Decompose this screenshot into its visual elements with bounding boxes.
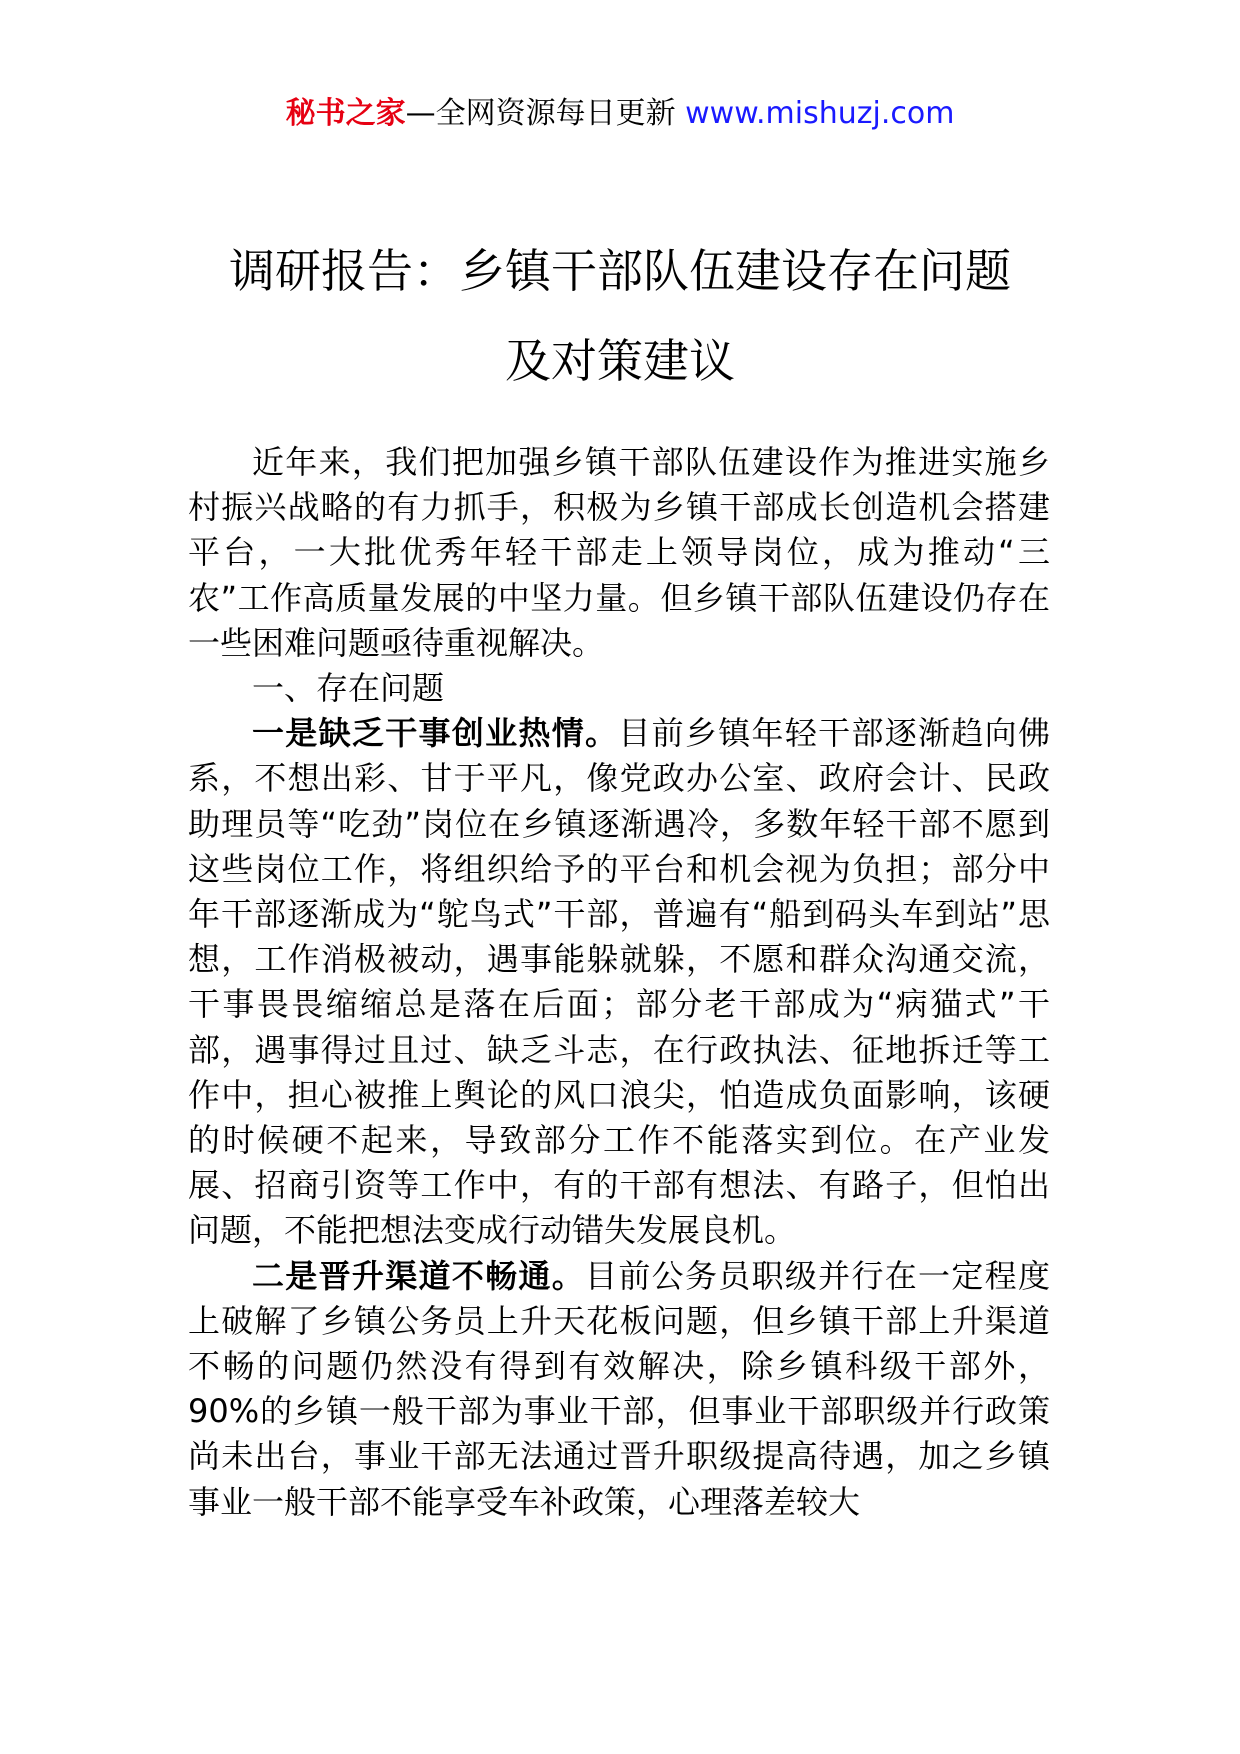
intro-paragraph: 近年来，我们把加强乡镇干部队伍建设作为推进实施乡村振兴战略的有力抓手，积极为乡镇干部成长创造机会搭建平台，一大批优秀年轻干部走上领导岗位，成为推动“三农”工作高质量发展的中坚力量。但乡镇干部队伍建设仍存在一些困难问题亟待重视解决。 [188, 443, 1050, 662]
problem-paragraph-2 [188, 1254, 1050, 1525]
problem-1-text: 目前乡镇年轻干部逐渐趋向佛系，不想出彩、甘于平凡，像党政办公室、政府会计、民政助理员等“吃劲”岗位在乡镇逐渐遇冷，多数年轻干部不愿到这些岗位工作，将组织给予的平台和机会视为负担；部分中年干部逐渐成为“鸵鸟式”干部，普遍有“船到码头车到站”思想，工作消极被动，遇事能躲就躲，不愿和群众沟通交流，干事畏畏缩缩总是落在后面；部分老干部成为“病猫式”干部，遇事得过且过、缺乏斗志，在行政执法、征地拆迁等工作中，担心被推上舆论的风口浪尖，怕造成负面影响，该硬的时候硬不起来，导致部分工作不能落实到位。在产业发展、招商引资等工作中，有的干部有想法、有路子，但怕出问题，不能把想法变成行动错失发展良机。 [188, 714, 1050, 1250]
site-slogan: —全网资源每日更新 [405, 96, 676, 131]
problem-2-text: 目前公务员职级并行在一定程度上破解了乡镇公务员上升天花板问题，但乡镇干部上升渠道不畅的问题仍然没有得到有效解决，除乡镇科级干部外，90%的乡镇一般干部为事业干部，但事业干部职级并行政策尚未出台，事业干部无法通过晋升职级提高待遇，加之乡镇事业一般干部不能享受车补政策，心理落差较大 [188, 1256, 1050, 1521]
problem-paragraph-1 [188, 711, 1050, 1253]
document-body [188, 440, 1050, 1525]
section-heading-problems: 一、存在问题 [252, 669, 445, 708]
title-line-2: 及对策建议 [505, 334, 735, 388]
title-line-1: 调研报告：乡镇干部队伍建设存在问题 [229, 244, 1011, 298]
document-title [150, 226, 1090, 406]
site-header [0, 94, 1240, 134]
site-url-link[interactable]: www.mishuzj.com [685, 96, 955, 131]
site-brand: 秘书之家 [285, 96, 406, 131]
problem-2-lead: 二是晋升渠道不畅通。 [252, 1256, 586, 1295]
problem-1-lead: 一是缺乏干事创业热情。 [252, 714, 619, 753]
